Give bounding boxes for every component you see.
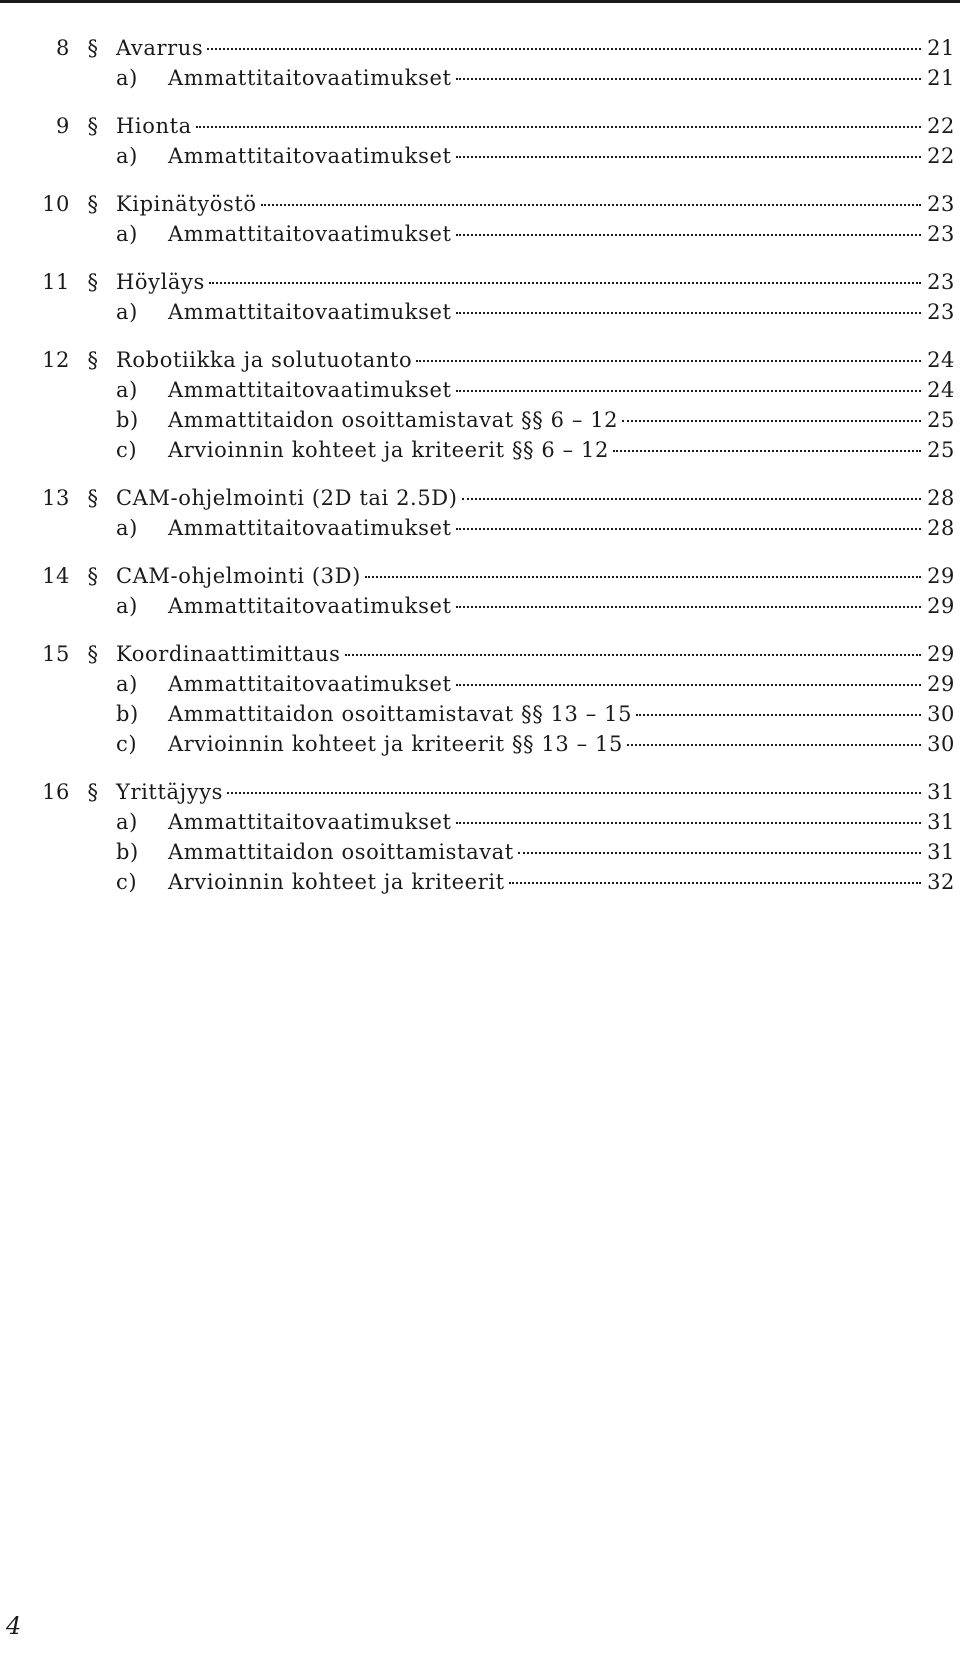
toc-subentry[interactable] <box>40 672 955 702</box>
page-ref: 23 <box>927 222 955 246</box>
subentry-title: Ammattitaidon osoittamistavat <box>168 840 514 864</box>
page-ref: 29 <box>927 594 955 618</box>
subentry-title: Ammattitaidon osoittamistavat §§ 13 – 15 <box>168 702 633 726</box>
page-ref: 25 <box>927 408 955 432</box>
dot-leader <box>636 714 921 716</box>
dot-leader <box>622 420 921 422</box>
page-ref: 24 <box>927 348 955 372</box>
subentry-letter: c) <box>116 438 138 462</box>
dot-leader <box>456 234 921 236</box>
dot-leader <box>456 528 921 530</box>
subentry-letter: a) <box>116 672 138 696</box>
dot-leader <box>209 282 921 284</box>
page-ref: 31 <box>927 780 955 804</box>
subentry-letter: a) <box>116 810 138 834</box>
dot-leader <box>518 852 921 854</box>
subentry-letter: a) <box>116 594 138 618</box>
toc-entry[interactable] <box>40 270 955 300</box>
section-title: CAM-ohjelmointi (3D) <box>116 564 361 588</box>
page-ref: 24 <box>927 378 955 402</box>
page-ref: 23 <box>927 300 955 324</box>
dot-leader <box>456 822 921 824</box>
page-ref: 25 <box>927 438 955 462</box>
subentry-title: Ammattitaitovaatimukset <box>168 144 452 168</box>
toc-subentry[interactable] <box>40 594 955 624</box>
section-mark: § <box>87 192 99 216</box>
section-title: Koordinaattimittaus <box>116 642 341 666</box>
toc-section-group <box>40 780 955 900</box>
toc-entry[interactable] <box>40 486 955 516</box>
subentry-title: Arvioinnin kohteet ja kriteerit §§ 13 – 15 <box>168 732 623 756</box>
subentry-letter: a) <box>116 144 138 168</box>
dot-leader <box>627 744 921 746</box>
section-mark: § <box>87 114 99 138</box>
toc-subentry[interactable] <box>40 222 955 252</box>
page-ref: 28 <box>927 516 955 540</box>
toc-subentry[interactable] <box>40 516 955 546</box>
section-title: Robotiikka ja solutuotanto <box>116 348 413 372</box>
section-mark: § <box>87 564 99 588</box>
dot-leader <box>416 360 921 362</box>
page-number: 4 <box>6 1612 22 1640</box>
page-ref: 31 <box>927 840 955 864</box>
page-ref: 21 <box>927 36 955 60</box>
page-ref: 32 <box>927 870 955 894</box>
dot-leader <box>613 450 921 452</box>
dot-leader <box>196 126 921 128</box>
subentry-title: Ammattitaitovaatimukset <box>168 516 452 540</box>
toc-entry[interactable] <box>40 192 955 222</box>
toc-subentry[interactable] <box>40 840 955 870</box>
page-ref: 31 <box>927 810 955 834</box>
subentry-letter: b) <box>116 702 139 726</box>
dot-leader <box>456 390 921 392</box>
dot-leader <box>456 606 921 608</box>
dot-leader <box>207 48 921 50</box>
section-mark: § <box>87 642 99 666</box>
page-ref: 23 <box>927 270 955 294</box>
page-ref: 29 <box>927 642 955 666</box>
section-number: 10 <box>42 192 70 216</box>
dot-leader <box>509 882 921 884</box>
toc-subentry[interactable] <box>40 810 955 840</box>
toc-entry[interactable] <box>40 780 955 810</box>
section-title: Hionta <box>116 114 192 138</box>
page-ref: 28 <box>927 486 955 510</box>
subentry-title: Ammattitaitovaatimukset <box>168 66 452 90</box>
toc-section-group <box>40 114 955 174</box>
subentry-letter: a) <box>116 378 138 402</box>
toc-entry[interactable] <box>40 114 955 144</box>
toc-subentry[interactable] <box>40 300 955 330</box>
toc-subentry[interactable] <box>40 438 955 468</box>
toc-entry[interactable] <box>40 348 955 378</box>
subentry-title: Ammattitaitovaatimukset <box>168 222 452 246</box>
dot-leader <box>261 204 921 206</box>
toc-section-group <box>40 270 955 330</box>
page-ref: 22 <box>927 144 955 168</box>
page-ref: 21 <box>927 66 955 90</box>
toc-entry[interactable] <box>40 36 955 66</box>
toc-subentry[interactable] <box>40 66 955 96</box>
toc-subentry[interactable] <box>40 702 955 732</box>
subentry-title: Arvioinnin kohteet ja kriteerit §§ 6 – 12 <box>168 438 609 462</box>
toc-subentry[interactable] <box>40 870 955 900</box>
subentry-title: Arvioinnin kohteet ja kriteerit <box>168 870 505 894</box>
subentry-title: Ammattitaitovaatimukset <box>168 594 452 618</box>
subentry-title: Ammattitaitovaatimukset <box>168 672 452 696</box>
page-ref: 29 <box>927 564 955 588</box>
toc-section-group <box>40 642 955 762</box>
section-mark: § <box>87 270 99 294</box>
section-title: Avarrus <box>116 36 204 60</box>
subentry-letter: a) <box>116 222 138 246</box>
subentry-letter: a) <box>116 66 138 90</box>
dot-leader <box>365 576 921 578</box>
subentry-title: Ammattitaitovaatimukset <box>168 300 452 324</box>
page-ref: 30 <box>927 732 955 756</box>
table-of-contents <box>40 36 955 918</box>
section-title: CAM-ohjelmointi (2D tai 2.5D) <box>116 486 458 510</box>
toc-section-group <box>40 564 955 624</box>
section-number: 16 <box>42 780 70 804</box>
subentry-letter: c) <box>116 732 138 756</box>
page-ref: 22 <box>927 114 955 138</box>
subentry-letter: b) <box>116 408 139 432</box>
toc-subentry[interactable] <box>40 732 955 762</box>
subentry-title: Ammattitaidon osoittamistavat §§ 6 – 12 <box>168 408 619 432</box>
dot-leader <box>456 78 921 80</box>
section-number: 14 <box>42 564 70 588</box>
section-number: 12 <box>42 348 70 372</box>
toc-subentry[interactable] <box>40 408 955 438</box>
dot-leader <box>462 498 921 500</box>
toc-section-group <box>40 36 955 96</box>
dot-leader <box>456 684 921 686</box>
section-number: 13 <box>42 486 70 510</box>
section-mark: § <box>87 780 99 804</box>
toc-section-group <box>40 192 955 252</box>
dot-leader <box>227 792 921 794</box>
section-mark: § <box>87 486 99 510</box>
toc-section-group <box>40 348 955 468</box>
section-number: 9 <box>56 114 70 138</box>
toc-subentry[interactable] <box>40 144 955 174</box>
page-ref: 23 <box>927 192 955 216</box>
subentry-letter: a) <box>116 300 138 324</box>
toc-entry[interactable] <box>40 564 955 594</box>
section-number: 8 <box>56 36 70 60</box>
top-rule <box>0 0 960 3</box>
section-title: Yrittäjyys <box>116 780 224 804</box>
section-mark: § <box>87 36 99 60</box>
toc-entry[interactable] <box>40 642 955 672</box>
dot-leader <box>456 156 921 158</box>
page-ref: 29 <box>927 672 955 696</box>
subentry-letter: b) <box>116 840 139 864</box>
section-mark: § <box>87 348 99 372</box>
toc-section-group <box>40 486 955 546</box>
page-ref: 30 <box>927 702 955 726</box>
subentry-title: Ammattitaitovaatimukset <box>168 378 452 402</box>
section-title: Höyläys <box>116 270 205 294</box>
subentry-title: Ammattitaitovaatimukset <box>168 810 452 834</box>
dot-leader <box>456 312 921 314</box>
subentry-letter: a) <box>116 516 138 540</box>
toc-subentry[interactable] <box>40 378 955 408</box>
section-title: Kipinätyöstö <box>116 192 257 216</box>
section-number: 11 <box>42 270 70 294</box>
dot-leader <box>345 654 922 656</box>
subentry-letter: c) <box>116 870 138 894</box>
section-number: 15 <box>42 642 70 666</box>
